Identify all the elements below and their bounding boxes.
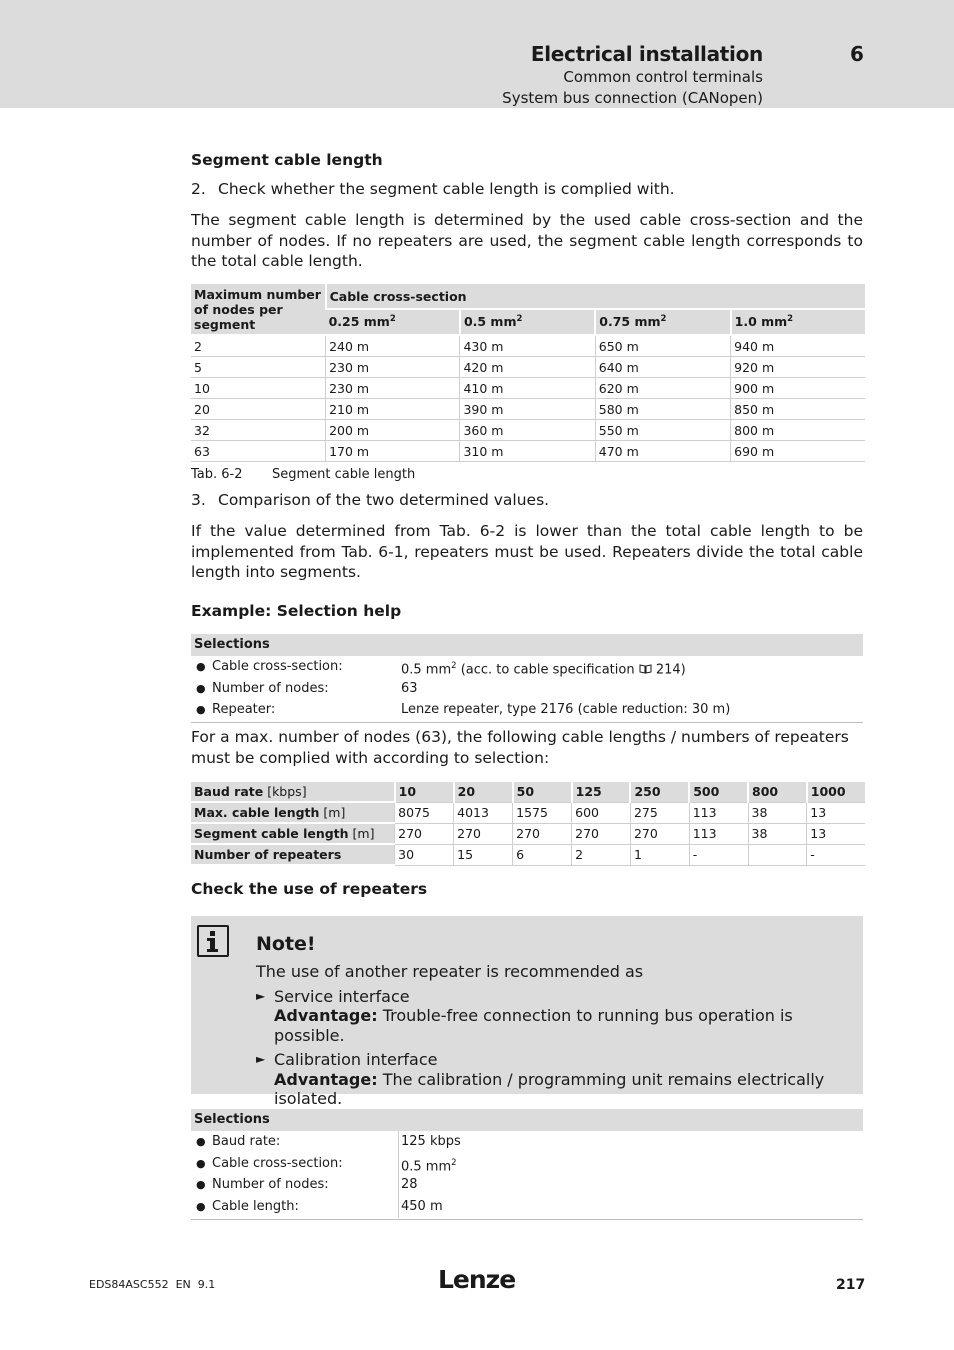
table-cell: 640 m bbox=[595, 357, 730, 378]
list-item bbox=[256, 1050, 856, 1109]
table-cell: 1000 bbox=[807, 782, 865, 802]
table-caption bbox=[191, 467, 415, 482]
note-box bbox=[191, 916, 863, 1108]
table-cell: 850 m bbox=[731, 399, 865, 420]
list-item bbox=[191, 1196, 863, 1218]
chapter-number: 6 bbox=[850, 42, 864, 66]
table-cell: 390 m bbox=[460, 399, 595, 420]
divider bbox=[191, 1219, 863, 1220]
table-cell: 13 bbox=[807, 823, 865, 844]
lenze-logo: Lenze bbox=[438, 1265, 516, 1294]
table-cell: 20 bbox=[454, 782, 513, 802]
table-cell: 15 bbox=[454, 844, 513, 865]
chapter-title: Electrical installation bbox=[530, 42, 763, 66]
table-header-cell: 0.75 $mm^2$ bbox=[595, 309, 730, 335]
selection-label: Repeater: bbox=[212, 702, 276, 718]
table-cell: 20 bbox=[191, 399, 326, 420]
table-cell: 620 m bbox=[595, 378, 730, 399]
table-cell: 240 m bbox=[326, 335, 460, 357]
row-label: Number of repeaters bbox=[191, 844, 395, 865]
list-item bbox=[191, 699, 863, 721]
table-cell: 1 bbox=[630, 844, 689, 865]
selection-label: Number of nodes: bbox=[212, 1177, 329, 1193]
bullet: ● bbox=[196, 681, 206, 695]
selection-label: Number of nodes: bbox=[212, 680, 329, 696]
step-text: Check whether the segment cable length is complied with. bbox=[218, 180, 675, 198]
table-caption-text: Segment cable length bbox=[272, 467, 416, 482]
table-cell: - bbox=[689, 844, 748, 865]
row-label: Max. cable length [m] bbox=[191, 802, 395, 823]
note-title: Note! bbox=[256, 933, 316, 955]
table-cell: 550 m bbox=[595, 420, 730, 441]
page-number: 217 bbox=[836, 1277, 866, 1293]
table-cell: 125 bbox=[572, 782, 631, 802]
table-cell: 4013 bbox=[454, 802, 513, 823]
table-row bbox=[191, 782, 865, 802]
note-item-label: Service interface bbox=[274, 986, 410, 1006]
result-selections bbox=[191, 1109, 863, 1220]
selection-value: 125 kbps bbox=[401, 1134, 461, 1149]
row-label: Segment cable length [m] bbox=[191, 823, 395, 844]
note-item-label: Calibration interface bbox=[274, 1050, 438, 1069]
table-cell: 270 bbox=[454, 823, 513, 844]
table-header-nodes: Maximum number of nodes per segment bbox=[191, 284, 326, 335]
selection-label: Cable cross-section: bbox=[212, 659, 343, 674]
table-header-cell: 1.0 $mm^2$ bbox=[731, 309, 865, 335]
table-row bbox=[191, 844, 865, 865]
book-icon bbox=[639, 664, 652, 674]
baud-rate-table bbox=[191, 782, 865, 866]
bullet: ● bbox=[196, 1200, 206, 1214]
table-cell: 270 bbox=[395, 823, 454, 844]
step-number: 2. bbox=[191, 180, 206, 198]
list-item bbox=[256, 987, 856, 1046]
table-cell: 10 bbox=[191, 378, 326, 399]
bullet: ● bbox=[196, 660, 206, 673]
document-code: EDS84ASC552 EN 9.1 bbox=[89, 1278, 216, 1291]
row-label: Baud rate [kbps] bbox=[191, 782, 395, 802]
step-2 bbox=[191, 180, 675, 198]
note-item-advantage: Advantage: The calibration / programming unit remains electrically isolated. bbox=[274, 1069, 825, 1108]
max-nodes-paragraph: For a max. number of nodes (63), the following cable lengths / numbers of repeaters must be complied with according to selection: bbox=[191, 728, 849, 767]
table-cell: 113 bbox=[689, 823, 748, 844]
check-repeaters-heading: Check the use of repeaters bbox=[191, 880, 428, 898]
example-selections bbox=[191, 634, 863, 723]
section-subtitle-2: System bus connection (CANopen) bbox=[502, 89, 763, 107]
table-cell: 275 bbox=[630, 802, 689, 823]
table-cell: 410 m bbox=[460, 378, 595, 399]
selection-value: 0.5 $mm^2$ (acc. to cable specification 214) bbox=[401, 661, 686, 678]
selection-value: 0.5 $mm^2$ bbox=[401, 1157, 457, 1175]
table-cell: 360 m bbox=[460, 420, 595, 441]
selections-header: Selections bbox=[191, 1109, 863, 1131]
selection-value: 450 m bbox=[401, 1199, 443, 1215]
info-icon bbox=[197, 925, 229, 957]
table-cell: 2 bbox=[191, 335, 326, 357]
segment-cable-length-heading: Segment cable length bbox=[191, 151, 383, 169]
table-cell: 600 bbox=[572, 802, 631, 823]
step-3 bbox=[191, 491, 549, 509]
table-cell: 63 bbox=[191, 441, 326, 462]
table-cell: 650 m bbox=[595, 335, 730, 357]
table-cell: 170 m bbox=[326, 441, 460, 462]
table-cell: 10 bbox=[395, 782, 454, 802]
table-caption-ref: Tab. 6-2 bbox=[191, 467, 243, 482]
step-number: 3. bbox=[191, 491, 206, 509]
table-cell: 32 bbox=[191, 420, 326, 441]
list-item bbox=[191, 1174, 863, 1196]
selection-label: Baud rate: bbox=[212, 1134, 281, 1149]
table-cell: 230 m bbox=[326, 357, 460, 378]
table-cell: 420 m bbox=[460, 357, 595, 378]
list-item bbox=[191, 678, 863, 700]
list-item bbox=[191, 656, 863, 678]
table-cell: - bbox=[807, 844, 865, 865]
table-row bbox=[191, 335, 865, 357]
bullet: ● bbox=[196, 1156, 206, 1170]
table-cell: 250 bbox=[630, 782, 689, 802]
table-cell: 310 m bbox=[460, 441, 595, 462]
selection-label: Cable cross-section: bbox=[212, 1155, 343, 1171]
table-cell: 38 bbox=[748, 823, 807, 844]
bullet: ● bbox=[196, 703, 206, 717]
table-row bbox=[191, 441, 865, 462]
table-cell: 920 m bbox=[731, 357, 865, 378]
page-header bbox=[0, 0, 954, 108]
comparison-paragraph: If the value determined from Tab. 6-2 is lower than the total cable length to be implemented from Tab. 6-1, repeaters must be used. Repeaters divide the total cable length into segments. bbox=[191, 522, 863, 581]
table-cell: 2 bbox=[572, 844, 631, 865]
table-cell: 270 bbox=[630, 823, 689, 844]
table-cell: 8075 bbox=[395, 802, 454, 823]
table-cell: 30 bbox=[395, 844, 454, 865]
table-cell: 1575 bbox=[513, 802, 572, 823]
arrow-right-icon: ► bbox=[256, 988, 266, 1003]
example-heading: Example: Selection help bbox=[191, 602, 402, 620]
table-cell: 900 m bbox=[731, 378, 865, 399]
table-cell: 38 bbox=[748, 802, 807, 823]
table-cell bbox=[748, 844, 807, 865]
table-cell: 430 m bbox=[460, 335, 595, 357]
table-cell: 470 m bbox=[595, 441, 730, 462]
list-item bbox=[191, 1131, 863, 1153]
list-item bbox=[191, 1153, 863, 1175]
table-row bbox=[191, 378, 865, 399]
segment-length-table bbox=[191, 284, 865, 462]
table-cell: 270 bbox=[513, 823, 572, 844]
table-cell: 270 bbox=[572, 823, 631, 844]
selection-label: Cable length: bbox=[212, 1199, 299, 1215]
step-text: Comparison of the two determined values. bbox=[218, 491, 550, 509]
bullet: ● bbox=[196, 1178, 206, 1192]
table-header-cross-section: Cable cross-section bbox=[326, 284, 865, 309]
table-cell: 50 bbox=[513, 782, 572, 802]
table-row bbox=[191, 399, 865, 420]
note-item-advantage: Advantage: Trouble-free connection to running bus operation is possible. bbox=[274, 1006, 793, 1045]
segment-paragraph: The segment cable length is determined by the used cable cross-section and the number of nodes. If no repeaters are used, the segment cable length corresponds to the total cable length. bbox=[191, 211, 863, 270]
arrow-right-icon: ► bbox=[256, 1052, 266, 1066]
table-cell: 13 bbox=[807, 802, 865, 823]
note-body bbox=[256, 962, 856, 1109]
divider bbox=[191, 722, 863, 723]
table-header-cell: 0.5 $mm^2$ bbox=[460, 309, 595, 335]
table-cell: 690 m bbox=[731, 441, 865, 462]
section-subtitle-1: Common control terminals bbox=[563, 68, 763, 86]
table-cell: 500 bbox=[689, 782, 748, 802]
table-row bbox=[191, 420, 865, 441]
table-cell: 210 m bbox=[326, 399, 460, 420]
table-header-cell: 0.25 $mm^2$ bbox=[326, 309, 460, 335]
table-cell: 580 m bbox=[595, 399, 730, 420]
table-cell: 940 m bbox=[731, 335, 865, 357]
note-intro: The use of another repeater is recommended as bbox=[256, 962, 644, 981]
table-cell: 800 bbox=[748, 782, 807, 802]
table-cell: 5 bbox=[191, 357, 326, 378]
selection-value: 63 bbox=[401, 680, 418, 696]
bullet: ● bbox=[196, 1135, 206, 1148]
table-row bbox=[191, 802, 865, 823]
selection-value: Lenze repeater, type 2176 (cable reduction: 30 m) bbox=[401, 702, 731, 718]
table-cell: 230 m bbox=[326, 378, 460, 399]
selections-header: Selections bbox=[191, 634, 863, 656]
table-row bbox=[191, 823, 865, 844]
table-cell: 200 m bbox=[326, 420, 460, 441]
table-cell: 800 m bbox=[731, 420, 865, 441]
table-cell: 113 bbox=[689, 802, 748, 823]
table-cell: 6 bbox=[513, 844, 572, 865]
table-row bbox=[191, 357, 865, 378]
selection-value: 28 bbox=[401, 1177, 418, 1193]
